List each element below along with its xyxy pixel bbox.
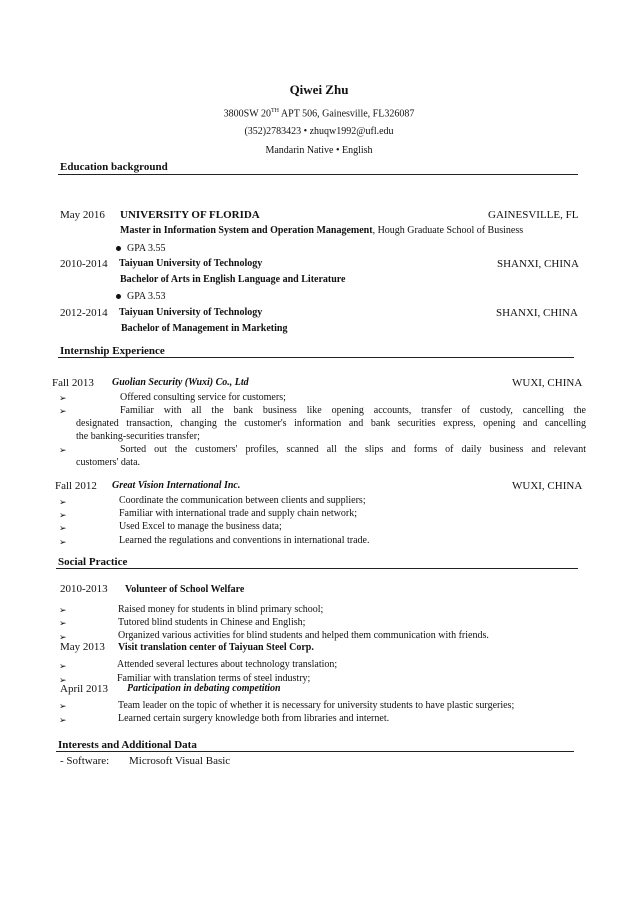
intern-bullet: Familiar with international trade and supply chain network; — [119, 508, 357, 519]
social-bullet: Tutored blind students in Chinese and English; — [118, 617, 306, 628]
social-bullet: Raised money for students in blind primary school; — [118, 604, 324, 615]
section-divider — [58, 357, 574, 358]
arrow-bullet-icon: ➢ — [59, 393, 67, 403]
languages-line: Mandarin Native • English — [265, 145, 373, 156]
intern-bullet: Familiar with all the bank business like opening accounts, transfer of custody, cancelling the — [120, 405, 586, 416]
intern-bullet-continued: the banking-securities transfer; — [76, 431, 200, 442]
arrow-bullet-icon: ➢ — [59, 497, 67, 507]
arrow-bullet-icon: ➢ — [59, 661, 67, 671]
address-city: APT 506, Gainesville, FL326087 — [278, 108, 415, 120]
edu-location: GAINESVILLE, FL — [488, 209, 579, 221]
edu-gpa — [116, 243, 166, 254]
arrow-bullet-icon: ➢ — [59, 605, 67, 615]
arrow-bullet-icon: ➢ — [59, 537, 67, 547]
edu-gpa-value: GPA 3.53 — [127, 291, 166, 302]
arrow-bullet-icon: ➢ — [59, 632, 67, 642]
edu-degree-title: Master in Information System and Operation Management — [120, 225, 373, 236]
edu-location: SHANXI, CHINA — [496, 307, 578, 319]
arrow-bullet-icon: ➢ — [59, 618, 67, 628]
edu-degree-title: Bachelor of Management in Marketing — [121, 323, 288, 334]
edu-school: UNIVERSITY OF FLORIDA — [120, 209, 260, 221]
social-date: April 2013 — [60, 683, 108, 695]
arrow-bullet-icon: ➢ — [59, 523, 67, 533]
social-date: May 2013 — [60, 641, 105, 653]
arrow-bullet-icon: ➢ — [59, 701, 67, 711]
arrow-bullet-icon: ➢ — [59, 675, 67, 685]
edu-school: Taiyuan University of Technology — [119, 258, 263, 269]
edu-degree-title: Bachelor of Arts in English Language and Literature — [120, 274, 346, 285]
intern-bullet: Sorted out the customers' profiles, scanned all the slips and forms of daily business and relevant — [120, 444, 586, 455]
edu-degree — [120, 225, 523, 236]
social-title: Volunteer of School Welfare — [125, 584, 245, 595]
section-title-interests: Interests and Additional Data — [58, 739, 197, 751]
intern-bullet: Used Excel to manage the business data; — [119, 521, 282, 532]
arrow-bullet-icon: ➢ — [59, 715, 67, 725]
intern-date: Fall 2012 — [55, 480, 97, 492]
edu-date: 2010-2014 — [60, 258, 108, 270]
section-divider — [58, 174, 578, 175]
social-bullet: Organized various activities for blind students and helped them communication with friends. — [118, 630, 489, 641]
edu-gpa — [116, 291, 166, 302]
intern-bullet: Learned the regulations and conventions in international trade. — [119, 535, 370, 546]
intern-company: Great Vision International Inc. — [112, 480, 241, 491]
interests-value: Microsoft Visual Basic — [129, 755, 231, 767]
edu-gpa-value: GPA 3.55 — [127, 243, 166, 254]
resume-name: Qiwei Zhu — [289, 82, 349, 97]
intern-location: WUXI, CHINA — [512, 480, 583, 492]
intern-bullet: Coordinate the communication between clients and suppliers; — [119, 495, 366, 506]
arrow-bullet-icon: ➢ — [59, 510, 67, 520]
section-divider — [56, 751, 574, 752]
social-bullet: Familiar with translation terms of steel industry; — [117, 673, 311, 684]
intern-bullet: Offered consulting service for customers; — [120, 392, 286, 403]
edu-degree-school: , Hough Graduate School of Business — [372, 225, 524, 236]
section-title-education: Education background — [60, 161, 168, 173]
address-line — [0, 108, 638, 119]
section-title-internship: Internship Experience — [60, 345, 165, 357]
address-street: 3800SW 20 — [223, 108, 271, 120]
social-title: Participation in debating competition — [127, 683, 281, 694]
social-bullet: Learned certain surgery knowledge both from libraries and internet. — [118, 713, 390, 724]
social-title: Visit translation center of Taiyuan Steel Corp. — [118, 642, 314, 653]
address-suffix: TH — [270, 108, 279, 114]
bullet-dot-icon — [116, 246, 121, 251]
intern-bullet-continued: designated transaction, changing the customer's information and bank securities express, opening and cancelling — [76, 418, 586, 429]
edu-location: SHANXI, CHINA — [497, 258, 579, 270]
arrow-bullet-icon: ➢ — [59, 445, 67, 455]
interests-label: - Software: — [60, 755, 110, 767]
edu-school: Taiyuan University of Technology — [119, 307, 263, 318]
bullet-dot-icon — [116, 294, 121, 299]
social-date: 2010-2013 — [60, 583, 108, 595]
social-bullet: Attended several lectures about technology translation; — [117, 659, 338, 670]
social-bullet: Team leader on the topic of whether it is necessary for university students to have plastic surgeries; — [118, 700, 515, 711]
contact-line: (352)2783423 • zhuqw1992@ufl.edu — [244, 126, 394, 137]
arrow-bullet-icon: ➢ — [59, 406, 67, 416]
section-title-social: Social Practice — [58, 556, 128, 568]
intern-location: WUXI, CHINA — [512, 377, 583, 389]
intern-company: Guolian Security (Wuxi) Co., Ltd — [112, 377, 249, 388]
edu-date: 2012-2014 — [60, 307, 108, 319]
intern-bullet-continued: customers' data. — [76, 457, 141, 468]
section-divider — [56, 568, 578, 569]
intern-date: Fall 2013 — [52, 377, 94, 389]
edu-date: May 2016 — [60, 209, 105, 221]
